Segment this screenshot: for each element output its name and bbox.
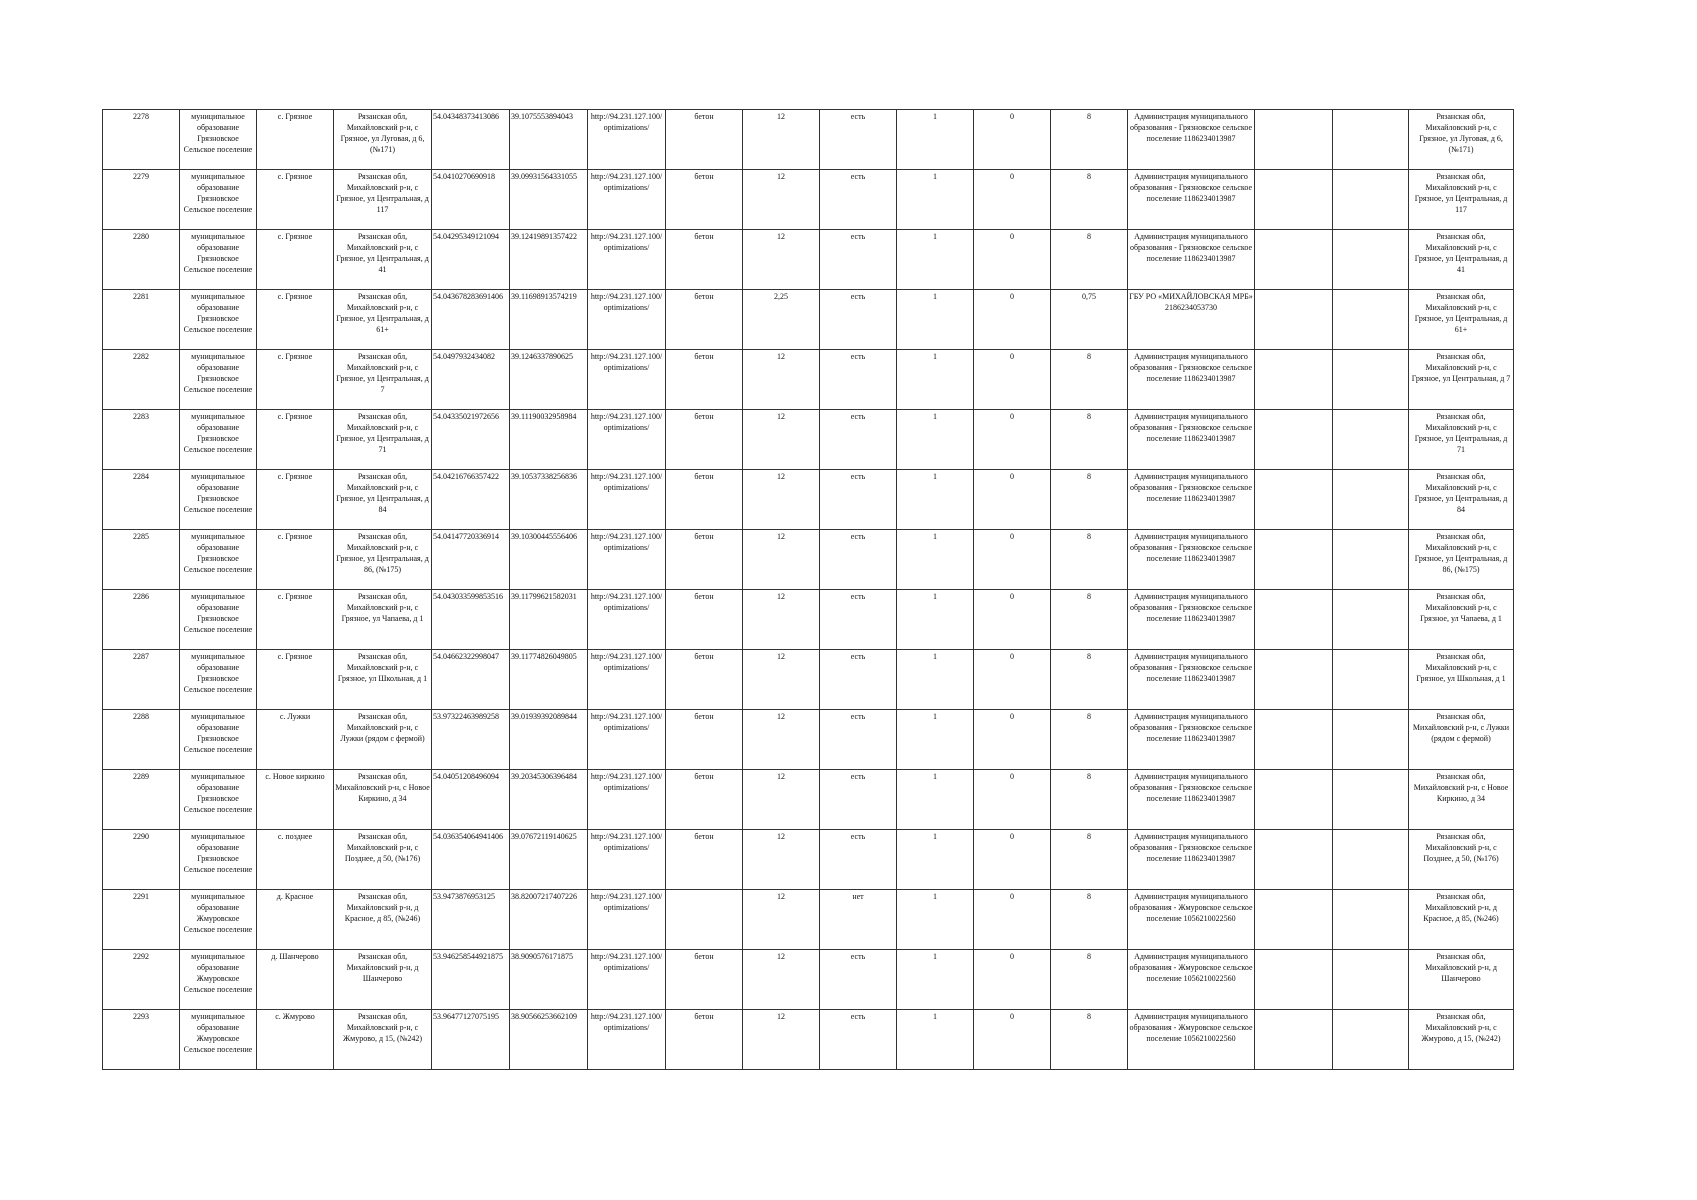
owner-cell: Администрация муниципального образования - Грязновское сельское поселение 1186234013987 — [1128, 530, 1255, 590]
volume-cell: 8 — [1051, 230, 1128, 290]
table-row — [103, 590, 1514, 650]
address-cell: Рязанская обл, Михайловский р-н, с Новое Киркино, д 34 — [334, 770, 432, 830]
source-address-cell: Рязанская обл, Михайловский р-н, с Лужки (рядом с фермой) — [1409, 710, 1514, 770]
longitude-cell: 39.07672119140625 — [510, 830, 588, 890]
address-cell: Рязанская обл, Михайловский р-н, с Грязное, ул Центральная, д 7 — [334, 350, 432, 410]
owner-cell: Администрация муниципального образования - Грязновское сельское поселение 1186234013987 — [1128, 410, 1255, 470]
latitude-cell: 53.96477127075195 — [432, 1010, 510, 1070]
area-cell: 12 — [743, 410, 820, 470]
empty-cell — [1333, 110, 1409, 170]
link-cell: http://94.231.127.100/optimizations/ — [588, 1010, 666, 1070]
owner-cell: ГБУ РО «МИХАЙЛОВСКАЯ МРБ» 2186234053730 — [1128, 290, 1255, 350]
locality-cell: с. Грязное — [257, 170, 334, 230]
surface-cell: бетон — [666, 350, 743, 410]
latitude-cell: 54.036354064941406 — [432, 830, 510, 890]
area-cell: 12 — [743, 110, 820, 170]
volume-cell: 8 — [1051, 110, 1128, 170]
surface-cell: бетон — [666, 530, 743, 590]
municipality-cell: муниципальное образование Грязновское Сельское поселение — [180, 470, 257, 530]
municipality-cell: муниципальное образование Грязновское Сельское поселение — [180, 290, 257, 350]
empty-cell — [1255, 830, 1333, 890]
table-row — [103, 950, 1514, 1010]
fence-cell: есть — [820, 590, 897, 650]
area-cell: 12 — [743, 710, 820, 770]
latitude-cell: 53.946258544921875 — [432, 950, 510, 1010]
empty-cell — [1333, 170, 1409, 230]
volume-cell: 8 — [1051, 170, 1128, 230]
fence-cell: нет — [820, 890, 897, 950]
address-cell: Рязанская обл, Михайловский р-н, с Грязное, ул Луговая, д 6, (№171) — [334, 110, 432, 170]
latitude-cell: 54.043033599853516 — [432, 590, 510, 650]
address-cell: Рязанская обл, Михайловский р-н, с Позднее, д 50, (№176) — [334, 830, 432, 890]
owner-cell: Администрация муниципального образования - Жмуровское сельское поселение 1056210022560 — [1128, 950, 1255, 1010]
link-cell: http://94.231.127.100/optimizations/ — [588, 230, 666, 290]
table-row — [103, 230, 1514, 290]
source-address-cell: Рязанская обл, Михайловский р-н, с Грязное, ул Центральная, д 61+ — [1409, 290, 1514, 350]
address-cell: Рязанская обл, Михайловский р-н, с Грязное, ул Школьная, д 1 — [334, 650, 432, 710]
address-cell: Рязанская обл, Михайловский р-н, с Грязное, ул Центральная, д 117 — [334, 170, 432, 230]
table-row — [103, 530, 1514, 590]
empty-cell — [1255, 470, 1333, 530]
containers-cell: 1 — [897, 650, 974, 710]
longitude-cell: 39.12419891357422 — [510, 230, 588, 290]
fence-cell: есть — [820, 650, 897, 710]
row-number: 2278 — [103, 110, 180, 170]
row-number: 2292 — [103, 950, 180, 1010]
table-row — [103, 1010, 1514, 1070]
latitude-cell: 54.04147720336914 — [432, 530, 510, 590]
planned-cell: 0 — [974, 410, 1051, 470]
empty-cell — [1333, 470, 1409, 530]
locality-cell: с. Грязное — [257, 530, 334, 590]
longitude-cell: 38.9090576171875 — [510, 950, 588, 1010]
volume-cell: 0,75 — [1051, 290, 1128, 350]
empty-cell — [1333, 590, 1409, 650]
municipality-cell: муниципальное образование Грязновское Сельское поселение — [180, 530, 257, 590]
volume-cell: 8 — [1051, 1010, 1128, 1070]
row-number: 2281 — [103, 290, 180, 350]
area-cell: 12 — [743, 890, 820, 950]
fence-cell: есть — [820, 1010, 897, 1070]
table-row — [103, 290, 1514, 350]
locality-cell: с. Грязное — [257, 350, 334, 410]
surface-cell: бетон — [666, 770, 743, 830]
containers-cell: 1 — [897, 1010, 974, 1070]
empty-cell — [1255, 110, 1333, 170]
longitude-cell: 38.90566253662109 — [510, 1010, 588, 1070]
empty-cell — [1333, 770, 1409, 830]
latitude-cell: 54.04051208496094 — [432, 770, 510, 830]
municipality-cell: муниципальное образование Грязновское Сельское поселение — [180, 710, 257, 770]
surface-cell: бетон — [666, 410, 743, 470]
locality-cell: д. Шанчерово — [257, 950, 334, 1010]
planned-cell: 0 — [974, 470, 1051, 530]
locality-cell: с. позднее — [257, 830, 334, 890]
row-number: 2289 — [103, 770, 180, 830]
empty-cell — [1333, 230, 1409, 290]
containers-cell: 1 — [897, 950, 974, 1010]
longitude-cell: 39.09931564331055 — [510, 170, 588, 230]
containers-cell: 1 — [897, 890, 974, 950]
volume-cell: 8 — [1051, 530, 1128, 590]
area-cell: 12 — [743, 950, 820, 1010]
table-row — [103, 410, 1514, 470]
surface-cell: бетон — [666, 590, 743, 650]
row-number: 2287 — [103, 650, 180, 710]
latitude-cell: 54.04216766357422 — [432, 470, 510, 530]
row-number: 2286 — [103, 590, 180, 650]
locality-cell: с. Грязное — [257, 290, 334, 350]
area-cell: 12 — [743, 530, 820, 590]
containers-cell: 1 — [897, 110, 974, 170]
surface-cell: бетон — [666, 650, 743, 710]
address-cell: Рязанская обл, Михайловский р-н, с Грязное, ул Центральная, д 84 — [334, 470, 432, 530]
municipality-cell: муниципальное образование Грязновское Сельское поселение — [180, 110, 257, 170]
row-number: 2291 — [103, 890, 180, 950]
municipality-cell: муниципальное образование Жмуровское Сельское поселение — [180, 890, 257, 950]
table-row — [103, 770, 1514, 830]
link-cell: http://94.231.127.100/optimizations/ — [588, 290, 666, 350]
containers-cell: 1 — [897, 590, 974, 650]
latitude-cell: 54.04335021972656 — [432, 410, 510, 470]
volume-cell: 8 — [1051, 890, 1128, 950]
area-cell: 12 — [743, 1010, 820, 1070]
link-cell: http://94.231.127.100/optimizations/ — [588, 710, 666, 770]
row-number: 2282 — [103, 350, 180, 410]
registry-table — [102, 109, 1514, 1070]
link-cell: http://94.231.127.100/optimizations/ — [588, 830, 666, 890]
link-cell: http://94.231.127.100/optimizations/ — [588, 350, 666, 410]
volume-cell: 8 — [1051, 950, 1128, 1010]
locality-cell: с. Грязное — [257, 470, 334, 530]
source-address-cell: Рязанская обл, Михайловский р-н, с Грязное, ул Центральная, д 71 — [1409, 410, 1514, 470]
empty-cell — [1333, 950, 1409, 1010]
fence-cell: есть — [820, 110, 897, 170]
owner-cell: Администрация муниципального образования - Грязновское сельское поселение 1186234013987 — [1128, 830, 1255, 890]
latitude-cell: 54.04662322998047 — [432, 650, 510, 710]
municipality-cell: муниципальное образование Грязновское Сельское поселение — [180, 830, 257, 890]
address-cell: Рязанская обл, Михайловский р-н, с Грязное, ул Центральная, д 86, (№175) — [334, 530, 432, 590]
row-number: 2284 — [103, 470, 180, 530]
surface-cell: бетон — [666, 950, 743, 1010]
latitude-cell: 54.043678283691406 — [432, 290, 510, 350]
row-number: 2279 — [103, 170, 180, 230]
row-number: 2293 — [103, 1010, 180, 1070]
row-number: 2290 — [103, 830, 180, 890]
municipality-cell: муниципальное образование Жмуровское Сельское поселение — [180, 1010, 257, 1070]
address-cell: Рязанская обл, Михайловский р-н, д Шанчерово — [334, 950, 432, 1010]
area-cell: 12 — [743, 170, 820, 230]
locality-cell: с. Грязное — [257, 110, 334, 170]
containers-cell: 1 — [897, 830, 974, 890]
owner-cell: Администрация муниципального образования - Грязновское сельское поселение 1186234013987 — [1128, 170, 1255, 230]
row-number: 2288 — [103, 710, 180, 770]
surface-cell: бетон — [666, 1010, 743, 1070]
planned-cell: 0 — [974, 290, 1051, 350]
fence-cell: есть — [820, 530, 897, 590]
source-address-cell: Рязанская обл, Михайловский р-н, с Грязное, ул Центральная, д 117 — [1409, 170, 1514, 230]
surface-cell: бетон — [666, 830, 743, 890]
link-cell: http://94.231.127.100/optimizations/ — [588, 650, 666, 710]
empty-cell — [1255, 290, 1333, 350]
surface-cell: бетон — [666, 170, 743, 230]
volume-cell: 8 — [1051, 770, 1128, 830]
area-cell: 12 — [743, 590, 820, 650]
planned-cell: 0 — [974, 590, 1051, 650]
locality-cell: д. Красное — [257, 890, 334, 950]
area-cell: 12 — [743, 830, 820, 890]
volume-cell: 8 — [1051, 470, 1128, 530]
empty-cell — [1255, 590, 1333, 650]
link-cell: http://94.231.127.100/optimizations/ — [588, 110, 666, 170]
longitude-cell: 39.1075553894043 — [510, 110, 588, 170]
locality-cell: с. Грязное — [257, 230, 334, 290]
link-cell: http://94.231.127.100/optimizations/ — [588, 410, 666, 470]
surface-cell: бетон — [666, 110, 743, 170]
empty-cell — [1255, 950, 1333, 1010]
link-cell: http://94.231.127.100/optimizations/ — [588, 950, 666, 1010]
latitude-cell: 53.9473876953125 — [432, 890, 510, 950]
volume-cell: 8 — [1051, 410, 1128, 470]
area-cell: 12 — [743, 770, 820, 830]
planned-cell: 0 — [974, 830, 1051, 890]
table-row — [103, 470, 1514, 530]
address-cell: Рязанская обл, Михайловский р-н, с Жмурово, д 15, (№242) — [334, 1010, 432, 1070]
planned-cell: 0 — [974, 530, 1051, 590]
planned-cell: 0 — [974, 1010, 1051, 1070]
source-address-cell: Рязанская обл, Михайловский р-н, д Красное, д 85, (№246) — [1409, 890, 1514, 950]
fence-cell: есть — [820, 350, 897, 410]
containers-cell: 1 — [897, 290, 974, 350]
containers-cell: 1 — [897, 230, 974, 290]
empty-cell — [1333, 410, 1409, 470]
owner-cell: Администрация муниципального образования - Грязновское сельское поселение 1186234013987 — [1128, 590, 1255, 650]
planned-cell: 0 — [974, 650, 1051, 710]
empty-cell — [1255, 170, 1333, 230]
longitude-cell: 39.01939392089844 — [510, 710, 588, 770]
table-row — [103, 350, 1514, 410]
link-cell: http://94.231.127.100/optimizations/ — [588, 770, 666, 830]
volume-cell: 8 — [1051, 830, 1128, 890]
address-cell: Рязанская обл, Михайловский р-н, с Грязное, ул Центральная, д 71 — [334, 410, 432, 470]
longitude-cell: 39.11774826049805 — [510, 650, 588, 710]
longitude-cell: 39.11190032958984 — [510, 410, 588, 470]
owner-cell: Администрация муниципального образования - Грязновское сельское поселение 1186234013987 — [1128, 230, 1255, 290]
table-row — [103, 830, 1514, 890]
empty-cell — [1333, 830, 1409, 890]
longitude-cell: 38.82007217407226 — [510, 890, 588, 950]
row-number: 2283 — [103, 410, 180, 470]
owner-cell: Администрация муниципального образования - Грязновское сельское поселение 1186234013987 — [1128, 650, 1255, 710]
longitude-cell: 39.1246337890625 — [510, 350, 588, 410]
planned-cell: 0 — [974, 890, 1051, 950]
address-cell: Рязанская обл, Михайловский р-н, с Лужки (рядом с фермой) — [334, 710, 432, 770]
surface-cell: бетон — [666, 290, 743, 350]
planned-cell: 0 — [974, 170, 1051, 230]
row-number: 2285 — [103, 530, 180, 590]
owner-cell: Администрация муниципального образования - Жмуровское сельское поселение 1056210022560 — [1128, 890, 1255, 950]
fence-cell: есть — [820, 770, 897, 830]
empty-cell — [1255, 410, 1333, 470]
table-row — [103, 170, 1514, 230]
empty-cell — [1333, 650, 1409, 710]
source-address-cell: Рязанская обл, Михайловский р-н, с Грязное, ул Центральная, д 41 — [1409, 230, 1514, 290]
source-address-cell: Рязанская обл, Михайловский р-н, с Грязное, ул Центральная, д 7 — [1409, 350, 1514, 410]
table-body — [103, 110, 1514, 1070]
owner-cell: Администрация муниципального образования - Жмуровское сельское поселение 1056210022560 — [1128, 1010, 1255, 1070]
latitude-cell: 54.04295349121094 — [432, 230, 510, 290]
municipality-cell: муниципальное образование Грязновское Сельское поселение — [180, 650, 257, 710]
locality-cell: с. Лужки — [257, 710, 334, 770]
planned-cell: 0 — [974, 710, 1051, 770]
longitude-cell: 39.20345306396484 — [510, 770, 588, 830]
latitude-cell: 54.0497932434082 — [432, 350, 510, 410]
volume-cell: 8 — [1051, 650, 1128, 710]
empty-cell — [1255, 710, 1333, 770]
planned-cell: 0 — [974, 350, 1051, 410]
empty-cell — [1333, 710, 1409, 770]
containers-cell: 1 — [897, 170, 974, 230]
volume-cell: 8 — [1051, 590, 1128, 650]
source-address-cell: Рязанская обл, Михайловский р-н, с Грязное, ул Чапаева, д 1 — [1409, 590, 1514, 650]
source-address-cell: Рязанская обл, Михайловский р-н, с Грязное, ул Центральная, д 84 — [1409, 470, 1514, 530]
containers-cell: 1 — [897, 350, 974, 410]
empty-cell — [1255, 650, 1333, 710]
longitude-cell: 39.11799621582031 — [510, 590, 588, 650]
fence-cell: есть — [820, 290, 897, 350]
owner-cell: Администрация муниципального образования - Грязновское сельское поселение 1186234013987 — [1128, 710, 1255, 770]
source-address-cell: Рязанская обл, Михайловский р-н, с Грязное, ул Луговая, д 6, (№171) — [1409, 110, 1514, 170]
link-cell: http://94.231.127.100/optimizations/ — [588, 530, 666, 590]
locality-cell: с. Жмурово — [257, 1010, 334, 1070]
planned-cell: 0 — [974, 770, 1051, 830]
link-cell: http://94.231.127.100/optimizations/ — [588, 890, 666, 950]
locality-cell: с. Грязное — [257, 650, 334, 710]
fence-cell: есть — [820, 410, 897, 470]
longitude-cell: 39.11698913574219 — [510, 290, 588, 350]
empty-cell — [1255, 350, 1333, 410]
link-cell: http://94.231.127.100/optimizations/ — [588, 470, 666, 530]
source-address-cell: Рязанская обл, Михайловский р-н, с Грязное, ул Школьная, д 1 — [1409, 650, 1514, 710]
containers-cell: 1 — [897, 710, 974, 770]
empty-cell — [1333, 530, 1409, 590]
fence-cell: есть — [820, 230, 897, 290]
empty-cell — [1255, 530, 1333, 590]
address-cell: Рязанская обл, Михайловский р-н, с Грязное, ул Центральная, д 41 — [334, 230, 432, 290]
locality-cell: с. Грязное — [257, 590, 334, 650]
owner-cell: Администрация муниципального образования - Грязновское сельское поселение 1186234013987 — [1128, 110, 1255, 170]
address-cell: Рязанская обл, Михайловский р-н, с Грязное, ул Чапаева, д 1 — [334, 590, 432, 650]
empty-cell — [1333, 890, 1409, 950]
empty-cell — [1333, 350, 1409, 410]
volume-cell: 8 — [1051, 350, 1128, 410]
surface-cell — [666, 890, 743, 950]
volume-cell: 8 — [1051, 710, 1128, 770]
owner-cell: Администрация муниципального образования - Грязновское сельское поселение 1186234013987 — [1128, 770, 1255, 830]
municipality-cell: муниципальное образование Грязновское Сельское поселение — [180, 770, 257, 830]
row-number: 2280 — [103, 230, 180, 290]
source-address-cell: Рязанская обл, Михайловский р-н, д Шанчерово — [1409, 950, 1514, 1010]
empty-cell — [1333, 290, 1409, 350]
municipality-cell: муниципальное образование Грязновское Сельское поселение — [180, 170, 257, 230]
latitude-cell: 54.04348373413086 — [432, 110, 510, 170]
fence-cell: есть — [820, 470, 897, 530]
fence-cell: есть — [820, 830, 897, 890]
fence-cell: есть — [820, 950, 897, 1010]
municipality-cell: муниципальное образование Грязновское Сельское поселение — [180, 410, 257, 470]
municipality-cell: муниципальное образование Жмуровское Сельское поселение — [180, 950, 257, 1010]
area-cell: 12 — [743, 470, 820, 530]
source-address-cell: Рязанская обл, Михайловский р-н, с Новое Киркино, д 34 — [1409, 770, 1514, 830]
fence-cell: есть — [820, 170, 897, 230]
locality-cell: с. Новое киркино — [257, 770, 334, 830]
empty-cell — [1255, 230, 1333, 290]
source-address-cell: Рязанская обл, Михайловский р-н, с Позднее, д 50, (№176) — [1409, 830, 1514, 890]
containers-cell: 1 — [897, 770, 974, 830]
address-cell: Рязанская обл, Михайловский р-н, с Грязное, ул Центральная, д 61+ — [334, 290, 432, 350]
source-address-cell: Рязанская обл, Михайловский р-н, с Грязное, ул Центральная, д 86, (№175) — [1409, 530, 1514, 590]
empty-cell — [1255, 770, 1333, 830]
empty-cell — [1255, 890, 1333, 950]
owner-cell: Администрация муниципального образования - Грязновское сельское поселение 1186234013987 — [1128, 350, 1255, 410]
longitude-cell: 39.10300445556406 — [510, 530, 588, 590]
owner-cell: Администрация муниципального образования - Грязновское сельское поселение 1186234013987 — [1128, 470, 1255, 530]
area-cell: 12 — [743, 650, 820, 710]
latitude-cell: 54.0410270690918 — [432, 170, 510, 230]
latitude-cell: 53.97322463989258 — [432, 710, 510, 770]
link-cell: http://94.231.127.100/optimizations/ — [588, 590, 666, 650]
municipality-cell: муниципальное образование Грязновское Сельское поселение — [180, 590, 257, 650]
planned-cell: 0 — [974, 230, 1051, 290]
area-cell: 2,25 — [743, 290, 820, 350]
source-address-cell: Рязанская обл, Михайловский р-н, с Жмурово, д 15, (№242) — [1409, 1010, 1514, 1070]
containers-cell: 1 — [897, 530, 974, 590]
locality-cell: с. Грязное — [257, 410, 334, 470]
containers-cell: 1 — [897, 470, 974, 530]
longitude-cell: 39.10537338256836 — [510, 470, 588, 530]
link-cell: http://94.231.127.100/optimizations/ — [588, 170, 666, 230]
empty-cell — [1333, 1010, 1409, 1070]
area-cell: 12 — [743, 350, 820, 410]
address-cell: Рязанская обл, Михайловский р-н, д Красное, д 85, (№246) — [334, 890, 432, 950]
table-row — [103, 110, 1514, 170]
surface-cell: бетон — [666, 230, 743, 290]
fence-cell: есть — [820, 710, 897, 770]
municipality-cell: муниципальное образование Грязновское Сельское поселение — [180, 230, 257, 290]
area-cell: 12 — [743, 230, 820, 290]
surface-cell: бетон — [666, 470, 743, 530]
surface-cell: бетон — [666, 710, 743, 770]
planned-cell: 0 — [974, 950, 1051, 1010]
table-row — [103, 890, 1514, 950]
empty-cell — [1255, 1010, 1333, 1070]
table-row — [103, 650, 1514, 710]
table-row — [103, 710, 1514, 770]
containers-cell: 1 — [897, 410, 974, 470]
planned-cell: 0 — [974, 110, 1051, 170]
municipality-cell: муниципальное образование Грязновское Сельское поселение — [180, 350, 257, 410]
